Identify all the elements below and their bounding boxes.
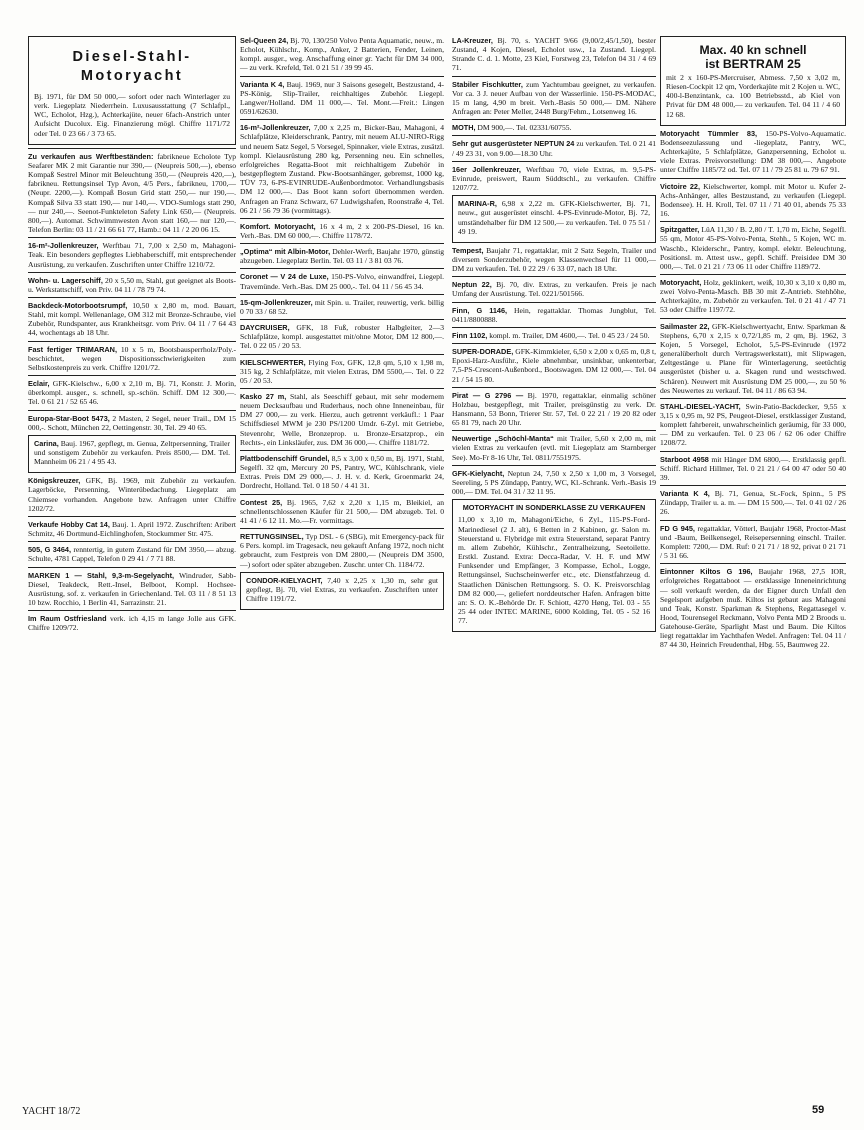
- classified-ad: Verkaufe Hobby Cat 14, Bauj. 1. April 1972. Zuschriften: Aribert Schmitz, 46 Dortmund-Eichlinghofen, Stockummer Str. 475.: [28, 519, 237, 539]
- classified-ad: Plattbodenschiff Grundel, 8,5 x 3,00 x 0,50 m, Bj. 1971, Stahl, Segelfl. 32 qm, Mercury 20 PS, Pantry, WC, Kühlschrank, viele Extras. Preis DM 29 000,—. J. H. v. d. Kerk, Groenmarkt 24, Dordrecht, Holland. Tel. 0 18 50 / 4 41 31.: [240, 453, 444, 491]
- classified-ad: SUPER-DORADE, GFK-Kimmkieler, 6,50 x 2,00 x 0,65 m, 0,8 t, Epoxi-Harz-Ausführ., Kiele abnehmbar, unsinkbar, unkenterbar, 7,5-PS-Crescent-Außenbord., Bootswagen. DM 12 000,—. Tel. 04 21 / 54 15 80.: [452, 347, 656, 384]
- classified-ad: Varianta K 4, Bj. 71, Genua, St.-Fock, Spinn., 5 PS Zündapp, Trailer u. a. m. — DM 15 500,—. Tel. 0 41 02 / 26 26.: [660, 489, 846, 517]
- divider: [28, 341, 236, 342]
- classified-ad: Finn 1102, kompl. m. Trailer, DM 4600,—. Tel. 0 45 23 / 24 50.: [452, 330, 650, 340]
- divider: [240, 388, 444, 389]
- ad-box-title: Diesel-Stahl- Motoryacht: [72, 49, 192, 84]
- classified-ad: 16-m²-Jollenkreuzer, 7,00 x 2,25 m, Bicker-Bau, Mahagoni, 4 Schlafplätze, Kleiderschrank, Pantry, mit neuem ALU-NIRO-Rigg und neuem Satz Segel, 5 Vorsegel, Spinnaker, viele Extras, zusätzl. kompl. Kielausrüstung 280 kg, Persenning neu. Ein schnelles, erfolgreiches Regatta-Boot mit reichhaltigem Zubehör in bestgepflegtem Zustand. Pkw-Bootsanhänger, gebremst, 1000 kg, TÜV 73, 6-PS-EVINRUDE-Außenbordmotor. Verhandlungsbasis DM 12 000,—. Das Boot kann sofort übernommen werden. Anfragen an Franz Schwarz, 67 Ludwigshafen, Roonstraße 4, Tel. 06 21 / 56 79 36 (vormittags).: [240, 123, 444, 215]
- divider: [28, 541, 236, 542]
- divider: [452, 387, 656, 388]
- ad-box-diesel-stahl: [28, 36, 236, 145]
- divider: [240, 450, 444, 451]
- divider: [452, 343, 656, 344]
- classified-ad: MOTH, DM 900,—. Tel. 02331/60755.: [452, 123, 572, 133]
- classified-ad: Varianta K 4, Bauj. 1969, nur 3 Saisons gesegelt, Bestzustand, 4-PS-König, Slip-Trailer, reichhaltiges Zubehör. Liegepl. Langwer/Holland. DM 11 000,—. Tel. Mont.—Freit.: Lingen 0591/62630.: [240, 79, 444, 117]
- classified-ad: DAYCRUISER, GFK, 18 Fuß, robuster Halbgleiter, 2—3 Schlafplätze, kompl. ausgestattet mit/ohne Motor, DM 12 800,—. Tel. 0 22 05 / 20 53.: [240, 323, 444, 351]
- classified-ad: MARINA-R, 6,98 x 2,22 m. GFK-Kielschwerter, Bj. 71, neuw., gut ausgerüstet einschl. 4-PS-Evinrude-Motor, Bj. 72, umständehalber für DM 12 500,— zu verkaufen. Tel. 0 75 51 / 49 19.: [458, 199, 650, 236]
- ad-box-text: mit 2 x 160-PS-Mercruiser, Abmess. 7,50 x 3,02 m, Riesen-Cockpit 12 qm, Vorderkajüte mit 2 Kojen u. WC, 400-l-Benzintank, ca. 100 Betriebsstd., ab Kiel von Privat für DM 48 000,— zu verkaufen. Tel. 04 11 / 4 60 12 68.: [666, 73, 840, 119]
- classified-ad: Königskreuzer, GFK, Bj. 1969, mit Zubehör zu verkaufen. Lagerböcke, Persenning, Winterübedachung. Liegeplatz am Chiemsee vorhanden. Angebote bzw. Anfragen unter Chiffre 1202/72.: [28, 476, 236, 513]
- divider: [28, 410, 236, 411]
- divider: [240, 528, 444, 529]
- ad-box-marina: [452, 195, 656, 243]
- classified-ad: Neptun 22, Bj. 70, div. Extras, zu verkaufen. Preis je nach Umfang der Ausrüstung. Tel. 0221/501566.: [452, 280, 656, 299]
- magazine-issue: YACHT 18/72: [22, 1106, 81, 1117]
- classified-ad: Motoryacht Tümmler 83, 150-PS-Volvo-Aquamatic. Bodenseezulassung und -liegeplatz, Pantry, WC, Achterkajüte, 5 Schlafplätze, Ganzpersenning, Echolot u. viele Extras. Preisvorstellung: DM 38 000,—. Angebote unter Chiffre 1185/72 od. Tel. 07 11 / 79 25 81 u. 79 67 91.: [660, 128, 846, 175]
- classified-ad: Eintonner Kiltos G 196, Baujahr 1968, 27,5 IOR, erfolgreiches Regattaboot — erstklassige Inneneinrichtung — soll verkauft werden, da der Eigner durch Unfall den Segelsport aufgeben muß. Kiltos ist gebaut aus Mahagoni und Teak, Konstr. Sparkman & Stephens, Regattasegel v. Hood, Tourensegel Reckmann, Volvo Penta MD 2 Broods u. Gatehouse-Geräte, Sparlight Mast und Baum. Die Kiltos liegt regattaklar im Yachthafen Wedel. Anfragen: Tel. 04 11 / 87 44 30, Heinrich Freudenthal, Hbg. 55, Baumweg 22.: [660, 567, 847, 650]
- classified-ad: Carina, Bauj. 1967, gepflegt, m. Genua, Zeltpersenning, Trailer und sonstigem Zubehör zu verkaufen. Preis 8500,— DM. Tel. Mannheim 06 21 / 4 95 43.: [34, 438, 231, 467]
- classified-ad: Komfort. Motoryacht, 16 x 4 m, 2 x 200-PS-Diesel, 16 kn. Verh.-Bas. DM 60 000,—. Chiffre 1178/72.: [240, 221, 444, 240]
- classified-ad: Zu verkaufen aus Werftbeständen: fabrikneue Echolote Typ Seafarer MK 2 mit Garantie nur 390,— (Neupreis 500,—), ebenso Kompaß Sestrel Minor mit Beleuchtung 350,— (Neupreis 420,—), fabrikneu. Rettungsinsel Typ Avon, 4/5 Pers., fabrikneu, 1700,— (Neupr. 2200,—). Kompaß Bosun Grid statt 250,— nur 190,—. Kompaß Silva 33 statt 190,— nur 140,—. VDO-Sumlogs statt 290,— nur 240,—. Seenot-Funkteleton Safety Link 650,— (Neupreis. 800,—). Automat. Schwimmwesten Avon statt 160,— nur 120,—. Telefon Berlin: 03 11 / 21 66 61 77, Hamb.: 04 11 / 2 20 06 15.: [28, 151, 236, 235]
- divider: [240, 119, 444, 120]
- divider: [452, 465, 656, 466]
- divider: [660, 485, 846, 486]
- classified-ad: KIELSCHWERTER, Flying Fox, GFK, 12,8 qm, 5,10 x 1,98 m, 315 kg, 2 Schlafplätze, mit vielen Extras, DM 5500,—. Tel. 0 22 05 / 20 53.: [240, 357, 444, 385]
- divider: [660, 451, 846, 452]
- classified-ad: Victoire 22, Kielschwerter, kompl. mit Motor u. Kufer 2-Achs-Anhänger, alles Bestzustand, zu verkaufen (Liegepl. Bodensee). H. H. Kroll, Tel. 07 11 / 71 40 01, abends 75 33 16.: [660, 181, 846, 219]
- classified-ad: RETTUNGSINSEL, Typ DSL - 6 (SBG), mit Emergency-pack für 6 Pers. kompl. im Tragesack, neu gekauft Anfang 1972, noch nicht gebraucht, zum Festpreis von DM 2800,— (Neupreis DM 3500,—) sofort oder später abzugeben. Zuschr. unter Ch. 1184/72.: [240, 532, 444, 569]
- divider: [240, 76, 444, 77]
- divider: [28, 272, 236, 273]
- classified-ad: Sailmaster 22, GFK-Kielschwertyacht, Entw. Sparkman & Stephens, 6,70 x 2,15 x 0,72/1,85 m, 2 qm, Bj. 1962, 3 Kojen, 5 Vorsegel, Echolot, 5,5-PS-Evinrude (1972 generalüberholt durch Vertragswerkstatt), mit Slipwagen, Zeltgestänge u. Plane für Winterlagerung, seetüchtig ausgerüstet (bisher u. a. Skagen rund und westschwed. Schären). Neuwert mit Ausrüstung DM 25 000,—, zu 50 % des Neuwertes zu verkauf. Tel. 04 11 / 86 63 94.: [660, 321, 846, 395]
- divider: [452, 327, 656, 328]
- divider: [240, 243, 444, 244]
- divider: [28, 375, 236, 376]
- classified-ad: Coronet — V 24 de Luxe, 150-PS-Volvo, einwandfrei, Liegepl. Travemünde. Verh.-Bas. DM 25 000,-. Tel. 04 11 / 56 45 34.: [240, 272, 444, 291]
- classified-ad: „Optima“ mit Albin-Motor, Dehler-Werft, Baujahr 1970, günstig abzugeben. Liegeplatz Berlin. Tel. 03 11 / 3 81 03 76.: [240, 247, 444, 266]
- page-number: 59: [812, 1104, 825, 1116]
- classified-ad: LA-Kreuzer, Bj. 70, s. YACHT 9/66 (9,00/2,45/1,50), bester Zustand, 4 Kojen, Diesel, Echolot usw., 1a Zustand. Liegepl. Strande C. d. 1. Motte, 23 Kiel, Forstweg 23, Telefon 04 31 / 4 69 71.: [452, 36, 656, 73]
- divider: [240, 294, 444, 295]
- classified-ad: Im Raum Ostfriesland verk. ich 4,15 m lange Jolle aus GFK. Chiffre 1209/72.: [28, 614, 236, 633]
- classified-ad: Wohn- u. Lagerschiff, 20 x 5,50 m, Stahl, gut geeignet als Boots- u. Werkstattschiff, von Priv. 04 11 / 78 79 74.: [28, 275, 237, 294]
- divider: [660, 318, 846, 319]
- classified-ad: Starboot 4958 mit Hänger DM 6800,—. Erstklassig gepfl. Schiff. Richard Hillmer, Tel. 0 21 21 / 64 00 47 oder 50 40 39.: [660, 454, 846, 482]
- classified-ad: 16er Jollenkreuzer, Werftbau 70, viele Extras, m. 9,5-PS-Evinrude, preiswert, Raum Süddtschl., zu verkaufen. Chiffre 1207/72.: [452, 164, 657, 193]
- classified-ad: Pirat — G 2796 — Bj. 1970, regattaklar, einmalig schöner Holzbau, bestgepflegt, mit Trailer, preisgünstig zu verk. Dr. Hansmann, 53 Bonn, Trierer Str. 57, Tel. 0 22 21 / 19 20 82 oder 65 81 79, nach 20 Uhr.: [452, 390, 656, 428]
- divider: [240, 218, 444, 219]
- divider: [452, 119, 656, 120]
- divider: [452, 276, 656, 277]
- classified-ad: Motoryacht, Holz, geklinkert, weiß, 10,30 x 3,10 x 0,80 m, zwei Volvo-Penta-Masch. BB 30 mit Z-Antrieb. Stehhöhe, Achterkajüte, m. Zubehör zu verkaufen. Tel. 0 21 41 / 47 71 53 oder Chiffre 1197/72.: [660, 277, 846, 315]
- classified-ad: Stabiler Fischkutter, zum Yachtumbau geeignet, zu verkaufen. Vor ca. 3 J. neuer Aufbau von der Wasserlinie. 150-PS-MODAC, 15 m lang, 4,90 m breit. Verh.-Basis 50 000,— DM. Nähere Anfragen an: Peter Meller, 2448 Burg/Fehm., Lotsenweg 16.: [452, 79, 657, 117]
- classified-ad: STAHL-DIESEL-YACHT, Swin-Patio-Backdecker, 9,55 x 3,15 x 0,95 m, 92 PS, Peugeot-Diesel, erstklassiger Zustand, komplett fahrbereit, unwahrscheinlich geräumig, für 33 000,— DM zu verkaufen. Tel. 0 23 06 / 62 06 oder Chiffre 1208/72.: [660, 401, 846, 448]
- ad-box-text: Bj. 1971, für DM 50 000,— sofort oder nach Winterlager zu verk. Liegeplatz Niederrhein. Luxusausstattung (7 Schlafpl., WC, Echolot, Hzg.), Achterkajüte, neuer 6fach-Anstrich unter Aufsicht Ducolux. Eig. Finanzierung mögl. Chiffre 1171/72 oder Tel. 0 23 66 / 3 73 65.: [34, 92, 230, 138]
- classified-ad: Finn, G 1146, Hein, regattaklar. Thomas Jungblut, Tel. 0411/8800888.: [452, 305, 656, 324]
- classified-ad: Sel-Queen 24, Bj. 70, 130/250 Volvo Penta Aquamatic, neuw., m. Echolot, Kühlschr., Komp., Anker, 2 Batterien, Fender, Leinen, kompl. ausger., weg. Anschaffung einer gr. Yacht für DM 34 000,— zu verk. Krefeld, Tel. 0 21 51 / 39 99 45.: [240, 36, 445, 73]
- divider: [660, 563, 846, 564]
- divider: [452, 430, 656, 431]
- column-1: [28, 36, 236, 636]
- classified-ad: Fast fertiger TRIMARAN, 10 x 5 m, Bootsbausperrholz/Poly.-beschichtet, wegen Dispositionsschwierigkeiten zum Selbstkostenpreis zu verk. Chiffre 1201/72.: [28, 344, 236, 372]
- divider: [240, 494, 444, 495]
- divider: [240, 354, 444, 355]
- divider: [452, 161, 656, 162]
- classified-ad: Backdeck-Motorbootsrumpf, 10,50 x 2,80 m, mod. Bauart, Stahl, mit kompl. Wellenanlage, OM 312 mit Bronze-Schraube, viel Zubehör, Rundspanter, aus Krankheitsgr. vom Priv. 04 11 / 7 64 43 44, wochentags ab 18 Uhr.: [28, 300, 236, 338]
- classified-ad: MARKEN 1 — Stahl, 9,3-m-Segelyacht, Windruder, Sabb-Diesel, Teakdeck, Rett.-Insel, Belboot, Kompl. Hochsee-Ausrüstung, sof. z. verkaufen in Griechenland. Tel. 03 11 / 8 51 13 10 bzw. Rocchio, 1 Berlin 41, Sarrazinstr. 21.: [28, 570, 236, 608]
- divider: [660, 178, 846, 179]
- divider: [660, 274, 846, 275]
- column-3: [452, 36, 656, 635]
- classified-ad: Sehr gut ausgerüsteter NEPTUN 24 zu verkaufen. Tel. 0 21 41 / 49 23 31, von 9.00—18.30 Uhr.: [452, 139, 656, 158]
- classified-ad: Europa-Star-Boot 5473, 2 Masten, 2 Segel, neuer Trail., DM 15 000,-. Schott, München 22, Oettingenstr. 30, Tel. 29 40 65.: [28, 413, 237, 432]
- divider: [660, 520, 846, 521]
- divider: [28, 610, 236, 611]
- divider: [660, 221, 846, 222]
- classified-ad: Neuwertige „Schöchl-Manta“ mit Trailer, 5,60 x 2,00 m, mit vielen Extras zu verkaufen (evtl. mit Liegeplatz am Starnberger See). Mo-Fr 8-16 Uhr, Tel. 0811/7551975.: [452, 434, 657, 462]
- ad-box-title: Max. 40 kn schnell ist BERTRAM 25: [699, 43, 807, 71]
- classified-ad: 15-qm-Jollenkreuzer, mit Spin. u. Trailer, reuwertig, verk. billig 0 70 33 / 68 52.: [240, 297, 444, 316]
- divider: [240, 268, 444, 269]
- classified-ad: Spitzgatter, LüA 11,30 / B. 2,80 / T. 1,70 m, Eiche, Segelfl. 55 qm, Motor 45-PS-Volvo-Penta, Stehh., 5 Kojen, WC m. Waschb., Kleiderschr., Pantry, kompl. elektr. Beleuchtung, Positionsl. m. Attest usw., gepfl. Schiff. Preisidee DM 30 000,—. Tel. 0 21 21 / 73 06 11 oder Chiffre 1189/72.: [660, 225, 846, 271]
- classified-ad: 16-m²-Jollenkreuzer, Werftbau 71, 7,00 x 2,50 m, Mahagoni-Teak. Ein besonders gepflegtes Liebhaberschiff, mit entsprechender Ausrüstung, zu verkaufen. Zuschriften unter Chiffre 1210/72.: [28, 241, 236, 269]
- divider: [28, 516, 236, 517]
- divider: [28, 297, 236, 298]
- divider: [240, 319, 444, 320]
- classified-ad: GFK-Kielyacht, Neptun 24, 7,50 x 2,50 x 1,00 m, 3 Vorsegel, Seereling, 5 PS Zündapp, Pantry, WC, Kl.-Schrank. Verh.-Basis 19 000,— DM. Tel. 04 31 / 32 11 95.: [452, 468, 656, 497]
- divider: [452, 135, 656, 136]
- ad-box-carina: [28, 435, 236, 473]
- ad-box-condor: [240, 572, 444, 610]
- classified-ad: 505, G 3464, renntertig, in gutem Zustand für DM 3950,— abzug. Schulte, 4781 Cappel, Telefon 0 29 41 / 7 71 88.: [28, 545, 236, 564]
- classified-ad: Kasko 27 m, Stahl, als Seeschiff gebaut, mit sehr modernem neuem Decksaufbau und Ruderhaus, noch ohne Inneneinbau, für DM 27 000,— zu verk. Hierzu, auch getrennt verkäufl.: 1 Paar Schiffsdiesel MWM je 230 PS/1200 Umdr. 6-Zyl. mit Getriebe, Stevenrohr, Welle, Bronzeprop. u. Bronze-Ersatzprop., ein Rechts-, ein Linksläufer, zus. DM 36 000,—. Chiffre 1181/72.: [240, 392, 444, 447]
- classified-ad: Tempest, Baujahr 71, regattaklar, mit 2 Satz Segeln, Trailer und diversem Sonderzubehör, wegen Klassenwechsel für 11 000,— DM zu verkaufen. Tel. 0 22 29 / 6 33 07, nach 18 Uhr.: [452, 245, 656, 274]
- classified-ad: CONDOR-KIELYACHT, 7,40 x 2,25 x 1,30 m, sehr gut gepflegt, Bj. 70, viel Extras, zu verkaufen. Zuschriften unter Chiffre 1191/72.: [246, 575, 438, 603]
- classified-ad: FD G 945, regattaklar, Vötterl, Baujahr 1968, Proctor-Mast und -Baum, Beilkensegel, Reisepersenning einschl. Trailer. Komplett: 7200,— DM. Ruf: 0 21 71 / 18 92, privat 0 21 71 / 5 31 66.: [660, 523, 846, 561]
- column-4: [660, 36, 846, 653]
- ad-box-heading: MOTORYACHT IN SONDERKLASSE ZU VERKAUFEN: [462, 503, 646, 513]
- divider: [28, 567, 236, 568]
- divider: [660, 398, 846, 399]
- classified-ad: Contest 25, Bj. 1965, 7,62 x 2,20 x 1,15 m, Bleikiel, an schnellentschlossenen Käufer für 21 500,— DM abzugeb. Tel. 0 41 41 / 6 12 11. Mo.—Fr. vormittags.: [240, 497, 444, 525]
- divider: [28, 237, 236, 238]
- divider: [28, 148, 236, 149]
- ad-box-motoryacht-sonderklasse: [452, 499, 656, 632]
- column-2: [240, 36, 444, 613]
- divider: [452, 76, 656, 77]
- classified-ad: Eclair, GFK-Kielschw., 6,00 x 2,10 m, Bj. 71, Konstr. J. Morin, überkompl. ausger., s. schnell, sp.-schön. Schiff. DM 12 300,—. Tel. 0 61 21 / 52 65 46.: [28, 379, 236, 407]
- ad-box-bertram: [660, 36, 846, 126]
- ad-box-text: 11,00 x 3,10 m, Mahagoni/Eiche, 6 Zyl., 115-PS-Ford-Marinediesel (2 J. alt), 6 Betten in 2 Kabinen, gr. Salon m. Steuerstand u. Flybridge mit extra Steuerstand, separat Pantry m. allem Zubehör, Kühlschr., Zentralheizung, Seetoilette. Erstkl. Zustand. Extra: Decca-Radar, V. H. F. und MW Funksender und Empfänger, 3 Kompasse, Echol., Logge, Rettungsinsel, Suchscheinwerfer etc., etc. Dienstfahrzeug d. Staatlichen Dänischen Rettungsorg. S. O. K. Preisvorschlag DM 82 000,—, geliefert norddeutscher Hafen. Anfragen bitte an: S. O. K.-Behörde Dr. F. Schiott, 4270 Høng, Tel. 03 - 55 25 44 oder INTEC MARINE, 6000 Kolding, Tel. 05 - 52 16 77.: [458, 515, 650, 626]
- divider: [452, 302, 656, 303]
